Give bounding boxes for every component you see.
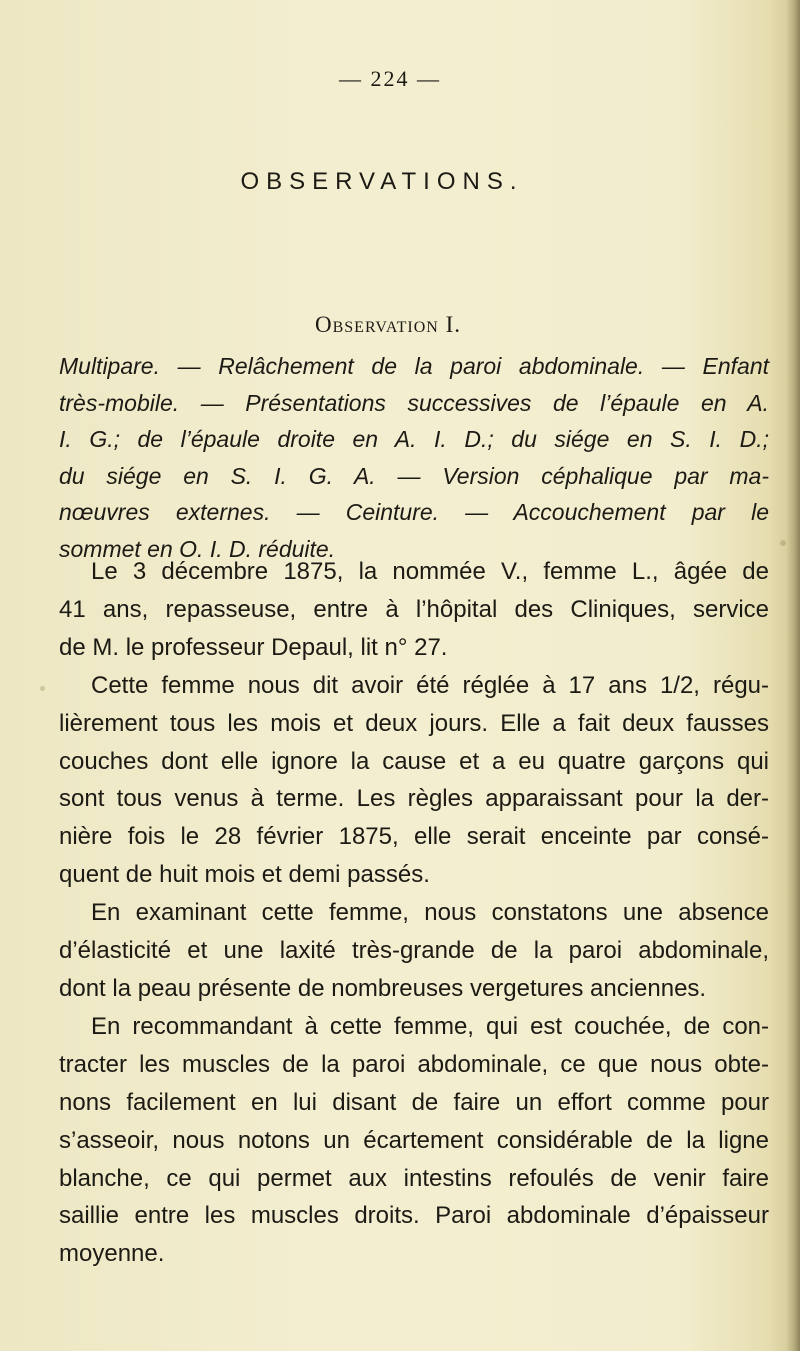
body-line: saillie entre les muscles droits. Paroi abdominale d’épaisseur xyxy=(59,1202,769,1230)
observation-heading: Observation I. xyxy=(315,312,461,337)
body-line: nière fois le 28 février 1875, elle serait enceinte par consé- xyxy=(59,823,769,851)
body-line: sont tous venus à terme. Les règles apparaissant pour la der- xyxy=(59,785,769,813)
body-line: tracter les muscles de la paroi abdominale, ce que nous obte- xyxy=(59,1050,769,1078)
body-line: En examinant cette femme, nous constatons une absence xyxy=(91,899,769,927)
summary-line: nœuvres externes. — Ceinture. — Accouchement par le xyxy=(59,499,769,525)
body-line: moyenne. xyxy=(59,1240,165,1268)
body-line: lièrement tous les mois et deux jours. Elle a fait deux fausses xyxy=(59,709,769,737)
section-title: OBSERVATIONS. xyxy=(240,168,524,195)
body-line: 41 ans, repasseuse, entre à l’hôpital des Cliniques, service xyxy=(59,595,769,623)
summary-line: I. G.; de l’épaule droite en A. I. D.; du siége en S. I. D.; xyxy=(59,426,769,452)
body-text xyxy=(59,553,769,1273)
body-line: blanche, ce qui permet aux intestins refoulés de venir faire xyxy=(59,1164,769,1192)
body-line: Le 3 décembre 1875, la nommée V., femme L., âgée de xyxy=(91,558,769,585)
paper-stain xyxy=(40,686,45,691)
body-line: nons facilement en lui disant de faire un effort comme pour xyxy=(59,1088,769,1116)
paper-stain xyxy=(780,540,786,546)
body-line: En recommandant à cette femme, qui est couchée, de con- xyxy=(91,1012,769,1040)
summary-line: du siége en S. I. G. A. — Version céphalique par ma- xyxy=(59,462,769,489)
body-line: de M. le professeur Depaul, lit n° 27. xyxy=(59,633,448,661)
summary-line: Multipare. — Relâchement de la paroi abdominale. — Enfant xyxy=(59,353,769,379)
body-line: Cette femme nous dit avoir été réglée à 17 ans 1/2, régu- xyxy=(91,671,769,699)
body-line: couches dont elle ignore la cause et a eu quatre garçons qui xyxy=(59,747,769,775)
body-line: s’asseoir, nous notons un écartement considérable de la ligne xyxy=(59,1126,769,1154)
body-line: dont la peau présente de nombreuses vergetures anciennes. xyxy=(59,974,707,1002)
body-line: quent de huit mois et demi passés. xyxy=(59,861,430,889)
page-edge-shadow xyxy=(786,0,800,1351)
body-line: d’élasticité et une laxité très-grande de la paroi abdominale, xyxy=(59,937,769,965)
page-number: — 224 — xyxy=(339,66,441,91)
summary-line: très-mobile. — Présentations successives de l’épaule en A. xyxy=(59,389,769,416)
observation-summary xyxy=(59,348,769,567)
summary-line: sommet en O. I. D. réduite. xyxy=(59,535,336,562)
